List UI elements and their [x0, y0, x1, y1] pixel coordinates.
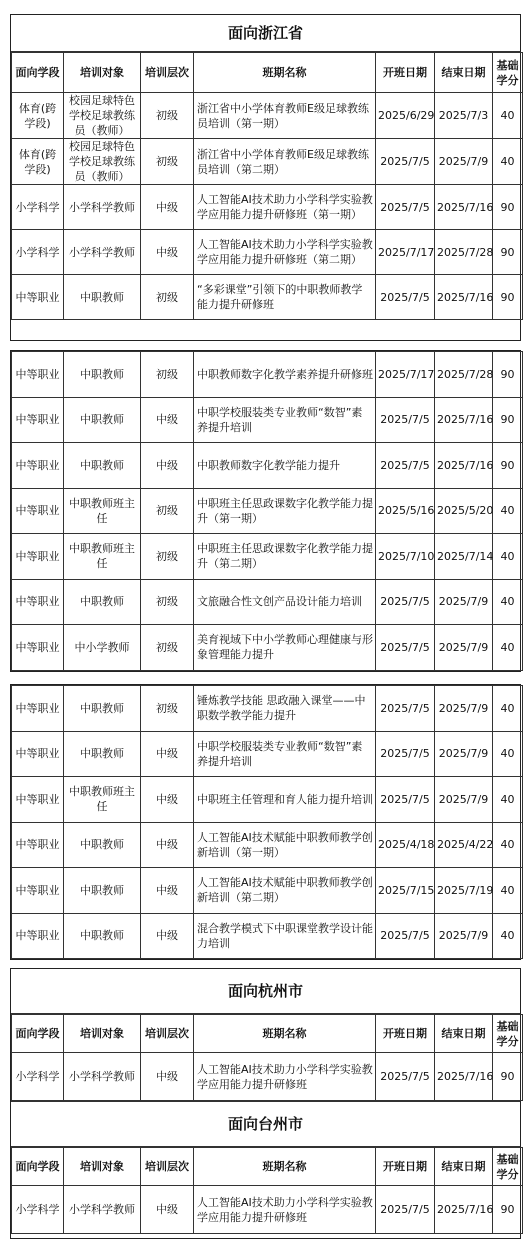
cell-credit: 90: [493, 230, 523, 275]
cell-target: 中职教师: [64, 731, 141, 777]
header-level: 培训层次: [141, 1148, 194, 1186]
cell-stage: 中等职业: [12, 868, 64, 914]
cell-start: 2025/7/5: [376, 397, 435, 443]
cell-credit: 40: [493, 139, 523, 185]
cell-target: 中职教师: [64, 397, 141, 443]
cell-course: 人工智能AI技术赋能中职教师教学创新培训（第二期）: [194, 868, 376, 914]
cell-start: 2025/7/5: [376, 686, 435, 732]
cell-target: 中职教师班主任: [64, 534, 141, 580]
table-row: [12, 777, 523, 823]
table-row: [12, 731, 523, 777]
cell-stage: 中等职业: [12, 822, 64, 868]
cell-end: 2025/7/9: [435, 731, 493, 777]
zhejiang-title: 面向浙江省: [11, 15, 520, 52]
zhejiang-section-2: [10, 350, 521, 672]
cell-level: 中级: [141, 1186, 194, 1234]
cell-stage: 中等职业: [12, 777, 64, 823]
cell-target: 小学科学教师: [64, 1186, 141, 1234]
cell-end: 2025/7/9: [435, 139, 493, 185]
header-row: [12, 1148, 523, 1186]
hangzhou-table: [11, 1014, 523, 1101]
cell-course: “多彩课堂”引领下的中职教师教学能力提升研修班: [194, 275, 376, 320]
cell-stage: 中等职业: [12, 397, 64, 443]
cell-start: 2025/7/17: [376, 230, 435, 275]
cell-target: 中职教师: [64, 913, 141, 959]
cell-course: 中职学校服装类专业教师“数智”素养提升培训: [194, 731, 376, 777]
cell-target: 校园足球特色学校足球教练员（教师）: [64, 139, 141, 185]
table-row: [12, 822, 523, 868]
cell-start: 2025/6/29: [376, 93, 435, 139]
cell-level: 初级: [141, 352, 194, 398]
table-row: [12, 275, 523, 320]
table-row: [12, 397, 523, 443]
cell-credit: 40: [493, 625, 523, 671]
table-row: [12, 230, 523, 275]
cell-target: 小学科学教师: [64, 230, 141, 275]
table-row: [12, 913, 523, 959]
header-target: 培训对象: [64, 53, 141, 93]
cell-start: 2025/7/5: [376, 443, 435, 489]
cell-level: 中级: [141, 185, 194, 230]
cell-credit: 40: [493, 731, 523, 777]
cell-stage: 中等职业: [12, 534, 64, 580]
header-level: 培训层次: [141, 53, 194, 93]
header-credit: 基础学分: [493, 53, 523, 93]
cell-stage: 小学科学: [12, 1186, 64, 1234]
header-start: 开班日期: [376, 1148, 435, 1186]
header-stage: 面向学段: [12, 1148, 64, 1186]
cell-start: 2025/7/5: [376, 1053, 435, 1101]
cell-stage: 体育(跨学段): [12, 93, 64, 139]
cell-credit: 90: [493, 443, 523, 489]
table-row: [12, 139, 523, 185]
cell-level: 中级: [141, 731, 194, 777]
cell-credit: 40: [493, 488, 523, 534]
zhejiang-table-1: [11, 52, 523, 320]
cell-end: 2025/7/9: [435, 625, 493, 671]
cell-end: 2025/7/16: [435, 1186, 493, 1234]
cell-level: 中级: [141, 868, 194, 914]
cell-level: 初级: [141, 275, 194, 320]
cell-stage: 中等职业: [12, 443, 64, 489]
header-end: 结束日期: [435, 1148, 493, 1186]
cell-end: 2025/7/16: [435, 1053, 493, 1101]
cell-credit: 90: [493, 185, 523, 230]
cell-stage: 小学科学: [12, 185, 64, 230]
cell-start: 2025/5/16: [376, 488, 435, 534]
cell-start: 2025/7/5: [376, 731, 435, 777]
cell-target: 小学科学教师: [64, 185, 141, 230]
zhejiang-section-3: [10, 684, 521, 960]
cell-end: 2025/7/16: [435, 275, 493, 320]
table-row: [12, 625, 523, 671]
cell-level: 初级: [141, 488, 194, 534]
cell-stage: 中等职业: [12, 913, 64, 959]
cell-start: 2025/7/10: [376, 534, 435, 580]
cell-end: 2025/7/28: [435, 230, 493, 275]
cell-end: 2025/7/9: [435, 579, 493, 625]
cell-end: 2025/7/28: [435, 352, 493, 398]
table-row: [12, 185, 523, 230]
cell-start: 2025/7/5: [376, 777, 435, 823]
cell-stage: 中等职业: [12, 352, 64, 398]
cell-target: 中职教师: [64, 822, 141, 868]
cell-course: 中职学校服装类专业教师“数智”素养提升培训: [194, 397, 376, 443]
cell-start: 2025/7/5: [376, 579, 435, 625]
header-row: [12, 53, 523, 93]
cell-start: 2025/4/18: [376, 822, 435, 868]
cell-target: 中职教师: [64, 275, 141, 320]
cell-course: 浙江省中小学体育教师E级足球教练员培训（第二期）: [194, 139, 376, 185]
cell-course: 浙江省中小学体育教师E级足球教练员培训（第一期）: [194, 93, 376, 139]
header-course: 班期名称: [194, 1015, 376, 1053]
cell-end: 2025/7/9: [435, 913, 493, 959]
cell-course: 美育视域下中小学教师心理健康与形象管理能力提升: [194, 625, 376, 671]
cell-end: 2025/7/9: [435, 777, 493, 823]
cell-level: 中级: [141, 397, 194, 443]
cell-credit: 40: [493, 534, 523, 580]
header-credit: 基础学分: [493, 1148, 523, 1186]
cell-stage: 中等职业: [12, 686, 64, 732]
cell-course: 人工智能AI技术助力小学科学实验教学应用能力提升研修班（第一期）: [194, 185, 376, 230]
cell-target: 中小学教师: [64, 625, 141, 671]
table-row: [12, 868, 523, 914]
cell-start: 2025/7/5: [376, 913, 435, 959]
cell-course: 文旅融合性文创产品设计能力培训: [194, 579, 376, 625]
cell-credit: 90: [493, 352, 523, 398]
cell-level: 中级: [141, 913, 194, 959]
cell-start: 2025/7/17: [376, 352, 435, 398]
cell-course: 人工智能AI技术赋能中职教师教学创新培训（第一期）: [194, 822, 376, 868]
cell-stage: 中等职业: [12, 731, 64, 777]
zhejiang-table-3: [11, 685, 523, 959]
cell-start: 2025/7/5: [376, 1186, 435, 1234]
cell-end: 2025/7/16: [435, 443, 493, 489]
cell-end: 2025/7/3: [435, 93, 493, 139]
cell-stage: 中等职业: [12, 488, 64, 534]
cell-credit: 40: [493, 686, 523, 732]
cell-start: 2025/7/15: [376, 868, 435, 914]
cell-credit: 40: [493, 777, 523, 823]
header-target: 培训对象: [64, 1015, 141, 1053]
cell-level: 初级: [141, 579, 194, 625]
cell-level: 初级: [141, 93, 194, 139]
table-row: [12, 352, 523, 398]
table-row: [12, 443, 523, 489]
cell-level: 中级: [141, 777, 194, 823]
cell-course: 中职班主任管理和育人能力提升培训: [194, 777, 376, 823]
cell-credit: 40: [493, 868, 523, 914]
header-end: 结束日期: [435, 1015, 493, 1053]
cell-target: 中职教师: [64, 686, 141, 732]
cell-credit: 90: [493, 397, 523, 443]
table-row: [12, 488, 523, 534]
cell-credit: 40: [493, 913, 523, 959]
cell-start: 2025/7/5: [376, 139, 435, 185]
cell-stage: 小学科学: [12, 230, 64, 275]
table-row: [12, 93, 523, 139]
cell-target: 中职教师: [64, 868, 141, 914]
hangzhou-title: 面向杭州市: [11, 969, 520, 1014]
table-row: [12, 1053, 523, 1101]
cell-start: 2025/7/5: [376, 275, 435, 320]
cell-end: 2025/7/19: [435, 868, 493, 914]
cell-course: 锤炼教学技能 思政融入课堂——中职数学教学能力提升: [194, 686, 376, 732]
cell-course: 人工智能AI技术助力小学科学实验教学应用能力提升研修班: [194, 1186, 376, 1234]
cell-level: 中级: [141, 1053, 194, 1101]
header-course: 班期名称: [194, 53, 376, 93]
cell-credit: 90: [493, 1053, 523, 1101]
cell-level: 中级: [141, 822, 194, 868]
cell-stage: 小学科学: [12, 1053, 64, 1101]
cell-credit: 40: [493, 822, 523, 868]
city-section: [10, 968, 521, 1239]
table-row: [12, 1186, 523, 1234]
cell-credit: 40: [493, 579, 523, 625]
cell-end: 2025/5/20: [435, 488, 493, 534]
cell-course: 人工智能AI技术助力小学科学实验教学应用能力提升研修班（第二期）: [194, 230, 376, 275]
cell-level: 初级: [141, 625, 194, 671]
cell-target: 小学科学教师: [64, 1053, 141, 1101]
cell-credit: 90: [493, 275, 523, 320]
cell-end: 2025/7/9: [435, 686, 493, 732]
cell-end: 2025/4/22: [435, 822, 493, 868]
cell-course: 混合教学模式下中职课堂教学设计能力培训: [194, 913, 376, 959]
header-start: 开班日期: [376, 1015, 435, 1053]
cell-course: 人工智能AI技术助力小学科学实验教学应用能力提升研修班: [194, 1053, 376, 1101]
cell-target: 校园足球特色学校足球教练员（教师）: [64, 93, 141, 139]
header-stage: 面向学段: [12, 1015, 64, 1053]
cell-stage: 中等职业: [12, 625, 64, 671]
header-end: 结束日期: [435, 53, 493, 93]
header-start: 开班日期: [376, 53, 435, 93]
header-level: 培训层次: [141, 1015, 194, 1053]
zhejiang-table-2: [11, 351, 523, 671]
cell-course: 中职班主任思政课数字化教学能力提升（第一期）: [194, 488, 376, 534]
cell-course: 中职教师数字化教学素养提升研修班: [194, 352, 376, 398]
table-row: [12, 534, 523, 580]
table-row: [12, 579, 523, 625]
header-row: [12, 1015, 523, 1053]
taizhou-table: [11, 1147, 523, 1234]
cell-level: 初级: [141, 139, 194, 185]
cell-course: 中职班主任思政课数字化教学能力提升（第二期）: [194, 534, 376, 580]
header-stage: 面向学段: [12, 53, 64, 93]
cell-level: 初级: [141, 534, 194, 580]
cell-level: 中级: [141, 230, 194, 275]
cell-end: 2025/7/16: [435, 397, 493, 443]
cell-stage: 中等职业: [12, 275, 64, 320]
cell-stage: 中等职业: [12, 579, 64, 625]
table-row: [12, 686, 523, 732]
cell-target: 中职教师: [64, 579, 141, 625]
cell-credit: 90: [493, 1186, 523, 1234]
cell-target: 中职教师班主任: [64, 488, 141, 534]
cell-target: 中职教师班主任: [64, 777, 141, 823]
header-target: 培训对象: [64, 1148, 141, 1186]
zhejiang-section-1: [10, 14, 521, 341]
cell-end: 2025/7/16: [435, 185, 493, 230]
cell-level: 中级: [141, 443, 194, 489]
cell-end: 2025/7/14: [435, 534, 493, 580]
cell-target: 中职教师: [64, 443, 141, 489]
cell-stage: 体育(跨学段): [12, 139, 64, 185]
cell-credit: 40: [493, 93, 523, 139]
header-course: 班期名称: [194, 1148, 376, 1186]
cell-level: 初级: [141, 686, 194, 732]
cell-start: 2025/7/5: [376, 185, 435, 230]
header-credit: 基础学分: [493, 1015, 523, 1053]
cell-start: 2025/7/5: [376, 625, 435, 671]
cell-target: 中职教师: [64, 352, 141, 398]
cell-course: 中职教师数字化教学能力提升: [194, 443, 376, 489]
taizhou-title: 面向台州市: [11, 1101, 520, 1147]
